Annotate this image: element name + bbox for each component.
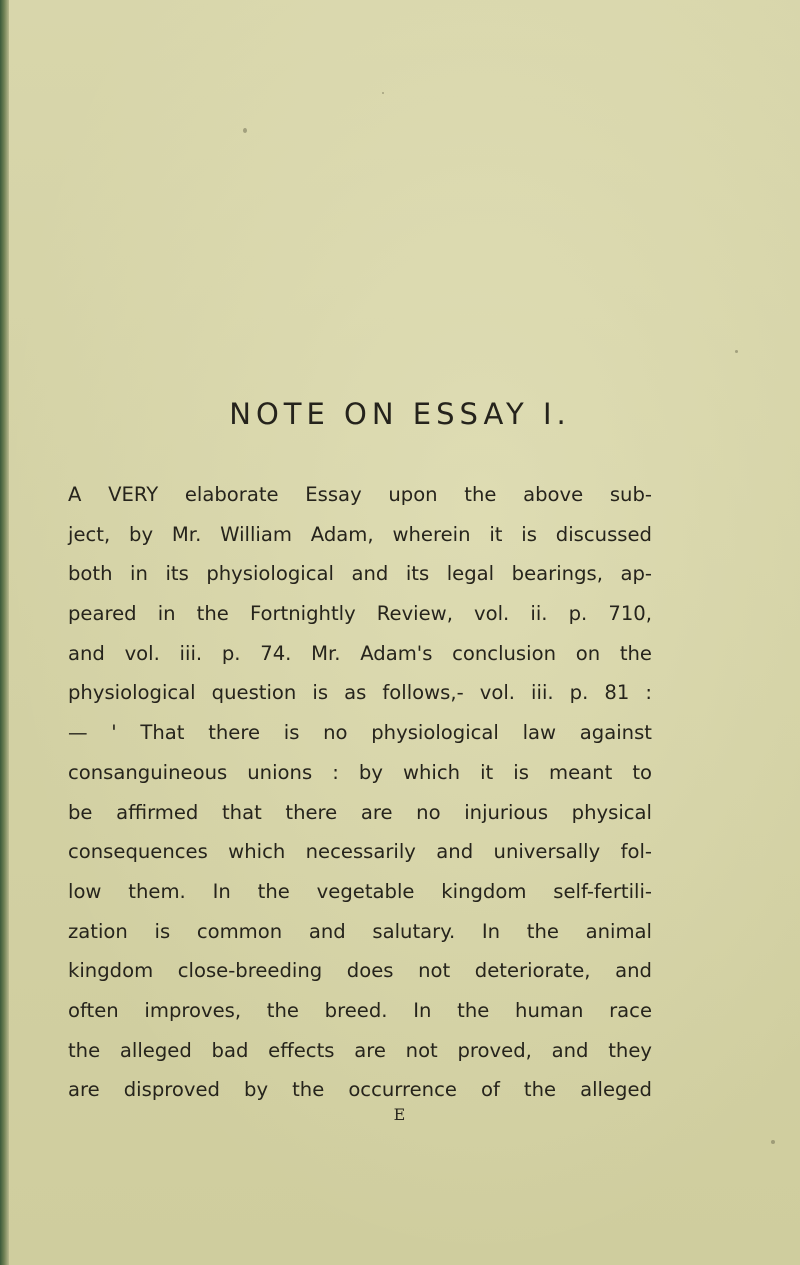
paper-speck bbox=[382, 92, 384, 94]
text-line: ject, by Mr. William Adam, wherein it is discussed bbox=[68, 522, 652, 546]
text-line: the alleged bad effects are not proved, and they bbox=[68, 1038, 652, 1062]
text-line: often improves, the breed. In the human race bbox=[68, 998, 652, 1022]
page-title: NOTE ON ESSAY I. bbox=[229, 397, 571, 431]
text-line: zation is common and salutary. In the animal bbox=[68, 919, 652, 943]
text-line: and vol. iii. p. 74. Mr. Adam's conclusion on the bbox=[68, 641, 652, 665]
essay-note-text bbox=[68, 475, 652, 1110]
text-line: be affirmed that there are no injurious physical bbox=[68, 800, 652, 824]
paper-speck bbox=[735, 350, 738, 353]
text-line: consequences which necessarily and universally fol- bbox=[68, 840, 652, 864]
text-line: low them. In the vegetable kingdom self-fertili- bbox=[68, 879, 652, 903]
text-line: kingdom close-breeding does not deteriorate, and bbox=[68, 959, 652, 983]
text-line: consanguineous unions : by which it is meant to bbox=[68, 760, 652, 784]
signature-mark: E bbox=[393, 1105, 407, 1124]
text-line bbox=[68, 475, 652, 515]
book-binding-edge bbox=[0, 0, 9, 1265]
text-line-content: A VERY elaborate Essay upon the above sub- bbox=[68, 483, 652, 506]
text-line: — ' That there is no physiological law against bbox=[68, 721, 652, 745]
text-line: both in its physiological and its legal bearings, ap- bbox=[68, 562, 652, 586]
text-line: peared in the Fortnightly Review, vol. ii. p. 710, bbox=[68, 602, 652, 626]
text-line: physiological question is as follows,- vol. iii. p. 81 : bbox=[68, 681, 652, 705]
paper-speck bbox=[243, 128, 247, 133]
paper-speck bbox=[771, 1140, 775, 1144]
text-line: are disproved by the occurrence of the alleged bbox=[68, 1078, 652, 1102]
